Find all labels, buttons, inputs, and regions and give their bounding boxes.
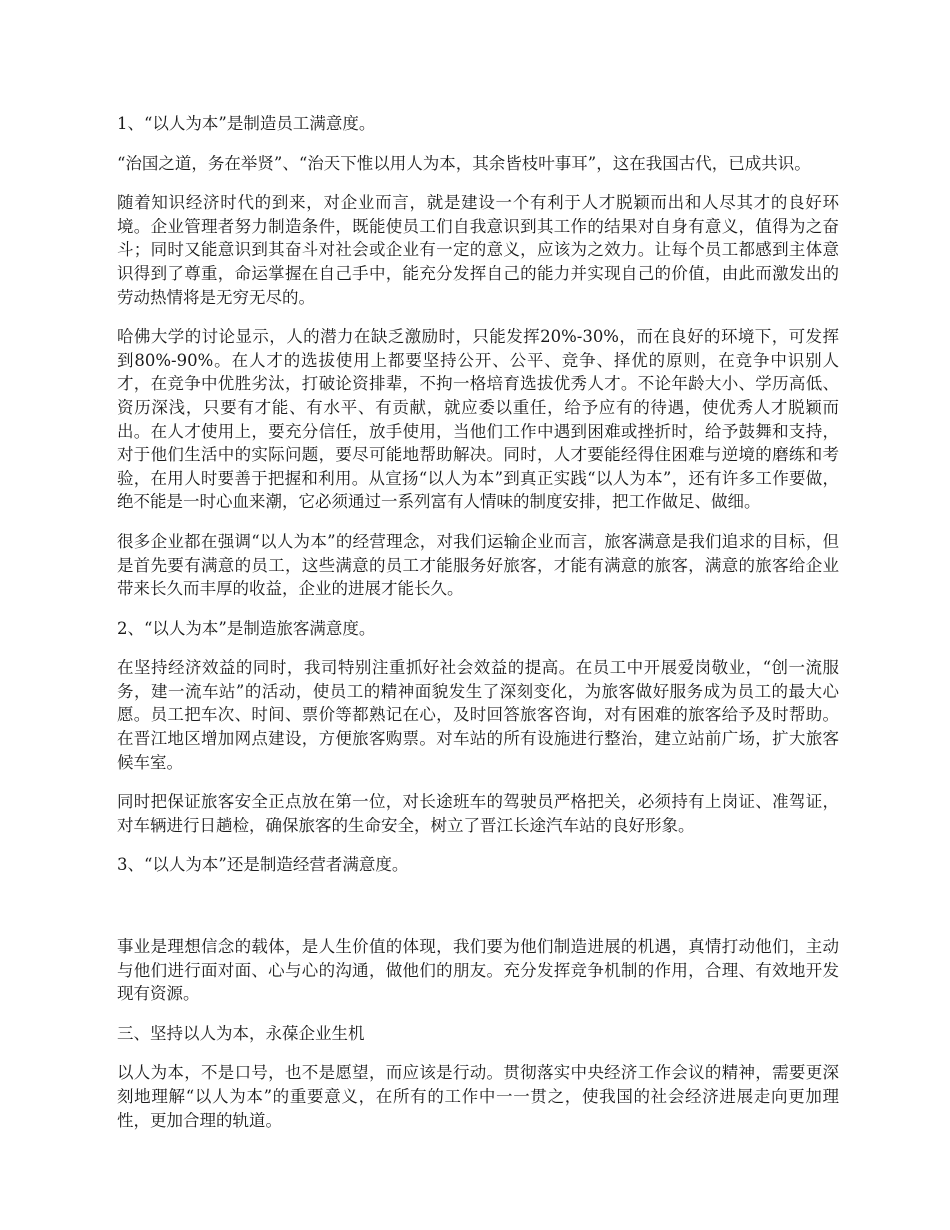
paragraph-ancient-quote: “治国之道，务在举贤”、“治天下惟以用人为本，其余皆枝叶事耳”，这在我国古代，已成共识。 <box>117 153 811 173</box>
paragraph-passenger-safety: 同时把保证旅客安全正点放在第一位，对长途班车的驾驶员严格把关，必须持有上岗证、准驾证，对车辆进行日趟检，确保旅客的生命安全，树立了晋江长途汽车站的良好形象。 <box>117 792 839 835</box>
document-body <box>117 112 839 1148</box>
blank-space <box>117 893 839 935</box>
section-heading-2: 2、“以人为本”是制造旅客满意度。 <box>117 618 376 638</box>
paragraph-transport-enterprise: 很多企业都在强调“以人为本”的经营理念，对我们运输企业而言，旅客满意是我们追求的目标，但是首先要有满意的员工，这些满意的员工才能服务好旅客，才能有满意的旅客，满意的旅客给企业带来长久而丰厚的收益，企业的进展才能长久。 <box>117 531 839 599</box>
paragraph-knowledge-economy: 随着知识经济时代的到来，对企业而言，就是建设一个有利于人才脱颖而出和人尽其才的良好环境。企业管理者努力制造条件，既能使员工们自我意识到其工作的结果对自身有意义，值得为之奋斗；同时又能意识到其奋斗对社会或企业有一定的意义，应该为之效力。让每个员工都感到主体意识得到了尊重，命运掌握在自己手中，能充分发挥自己的能力并实现自己的价值，由此而激发出的劳动热情将是无穷无尽的。 <box>117 193 839 307</box>
paragraph-social-benefit: 在坚持经济效益的同时，我司特别注重抓好社会效益的提高。在员工中开展爱岗敬业，“创一流服务，建一流车站”的活动，使员工的精神面貌发生了深刻变化，为旅客做好服务成为员工的最大心愿。员工把车次、时间、票价等都熟记在心，及时回答旅客咨询，对有困难的旅客给予及时帮助。在晋江地区增加网点建设，方便旅客购票。对车站的所有设施进行整治，建立站前广场，扩大旅客候车室。 <box>117 658 839 772</box>
paragraph-career-values: 事业是理想信念的载体，是人生价值的体现，我们要为他们制造进展的机遇，真情打动他们，主动与他们进行面对面、心与心的沟通，做他们的朋友。充分发挥竞争机制的作用，合理、有效地开发现有资源。 <box>117 937 839 1004</box>
section-heading-3: 3、“以人为本”还是制造经营者满意度。 <box>117 855 409 875</box>
paragraph-people-oriented-action: 以人为本，不是口号，也不是愿望，而应该是行动。贯彻落实中央经济工作会议的精神，需要更深刻地理解“以人为本”的重要意义，在所有的工作中一一贯之，使我国的社会经济进展走向更加理性，更加合理的轨道。 <box>117 1063 839 1130</box>
paragraph-harvard-study: 哈佛大学的讨论显示，人的潜力在缺乏激励时，只能发挥20%-30%，而在良好的环境下，可发挥到80%-90%。在人才的选拔使用上都要坚持公开、公平、竞争、择优的原则，在竞争中识别人才，在竞争中优胜劣汰，打破论资排辈，不拘一格培育选拔优秀人才。不论年龄大小、学历高低、资历深浅，只要有才能、有水平、有贡献，就应委以重任，给予应有的待遇，使优秀人才脱颖而出。在人才使用上，要充分信任，放手使用，当他们工作中遇到困难或挫折时，给予鼓舞和支持，对于他们生活中的实际问题，要尽可能地帮助解决。同时，人才要能经得住困难与逆境的磨练和考验，在用人时要善于把握和利用。从宣扬“以人为本”到真正实践“以人为本”，还有许多工作要做，绝不能是一时心血来潮，它必须通过一系列富有人情味的制度安排，把工作做足、做细。 <box>117 327 839 512</box>
section-heading-1: 1、“以人为本”是制造员工满意度。 <box>117 114 376 133</box>
section-heading-three: 三、坚持以人为本，永葆企业生机 <box>117 1023 365 1043</box>
